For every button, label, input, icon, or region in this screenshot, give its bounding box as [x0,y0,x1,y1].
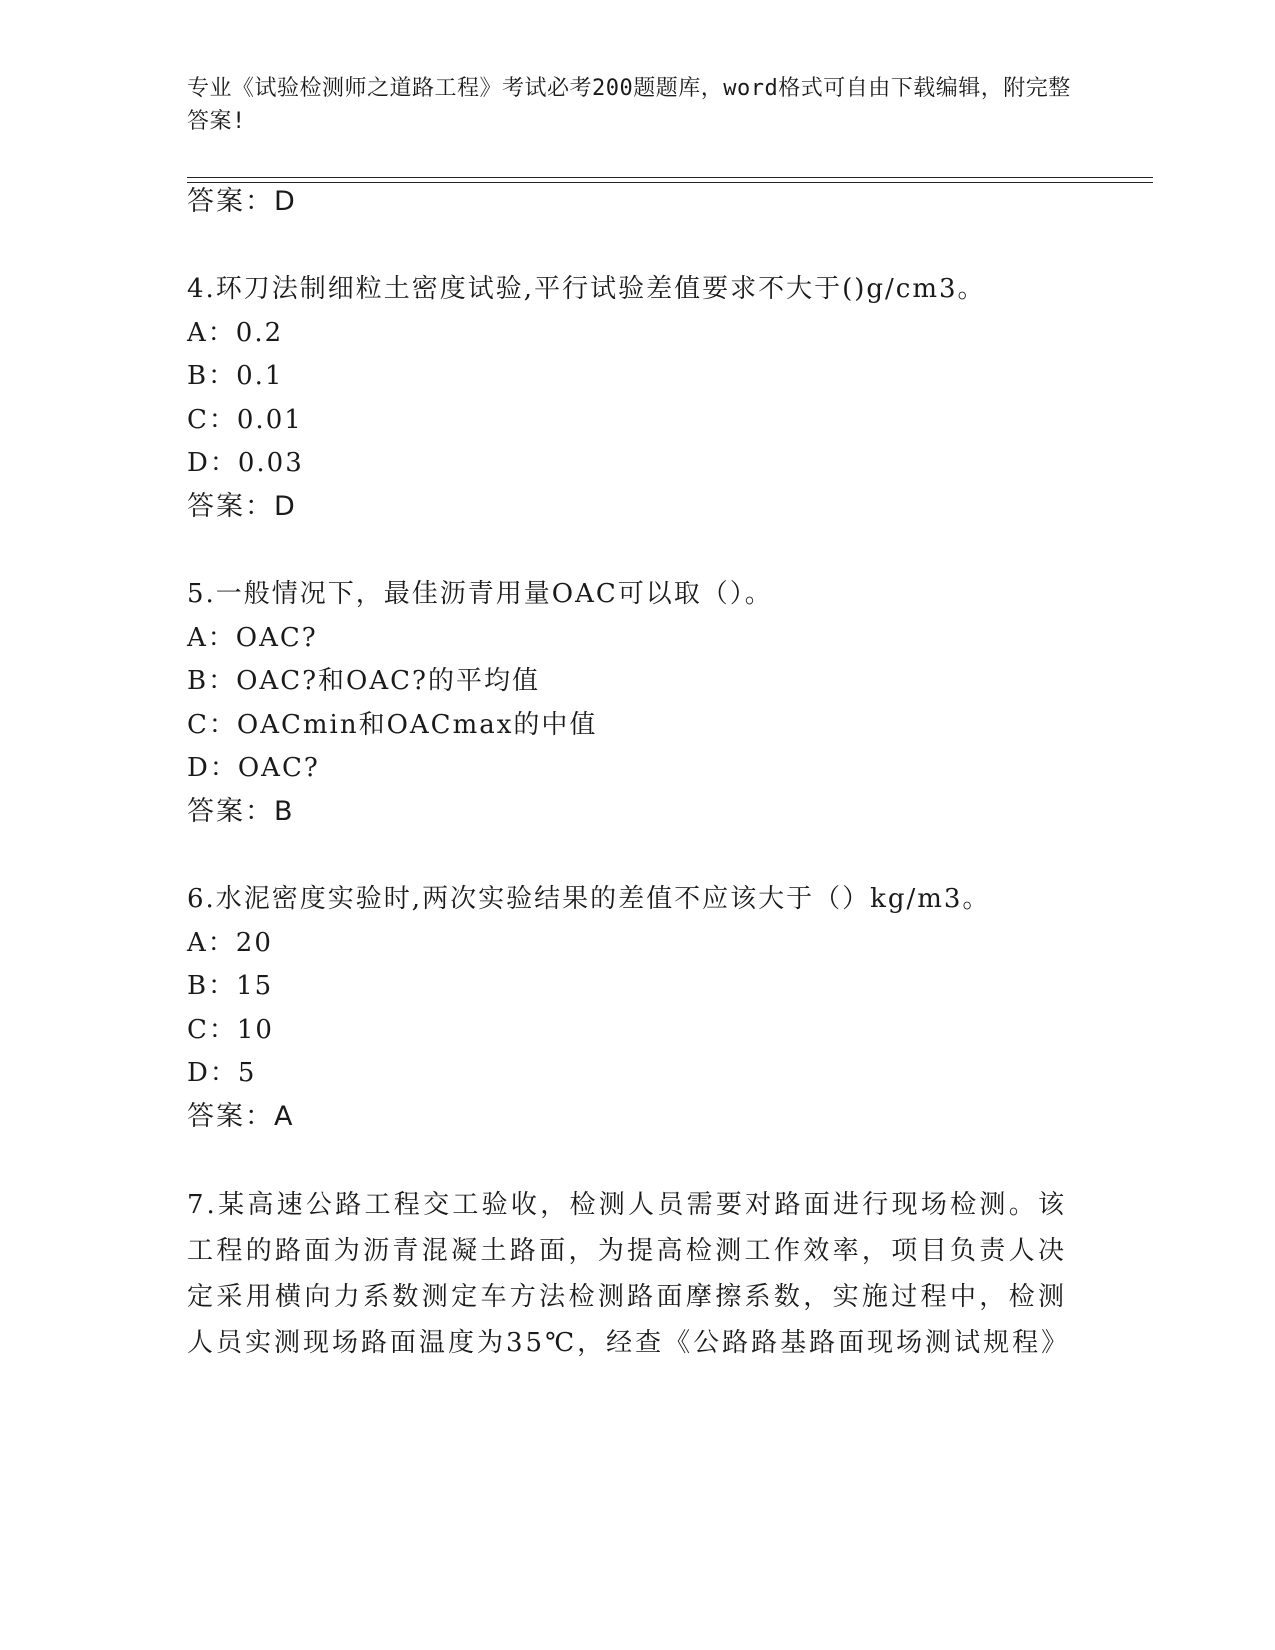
question-7-stem: 7.某高速公路工程交工验收，检测人员需要对路面进行现场检测。该工程的路面为沥青混凝土路面，为提高检测工作效率，项目负责人决定采用横向力系数测定车方法检测路面摩擦系数，实施过程中，检测人员实测现场路面温度为35℃，经查《公路路基路面现场测试规程》 [187,1190,1071,1358]
header-divider-bottom [187,182,1153,183]
answer-q5: 答案：B [187,796,295,827]
question-6-option-c: C：10 [187,1015,274,1045]
question-6-option-b: B：15 [187,971,274,1001]
document-header: 专业《试验检测师之道路工程》考试必考200题题库，word格式可自由下载编辑，附完整答案! [187,76,1071,134]
answer-q3: 答案：D [187,186,297,217]
question-5-option-c: C：OACmin和OACmax的中值 [187,710,598,740]
question-5-option-d: D：OAC? [187,753,320,783]
answer-q4: 答案：D [187,491,297,522]
question-4-option-c: C：0.01 [187,405,303,435]
question-5-option-b: B：OAC?和OAC?的平均值 [187,666,540,696]
question-5-stem: 5.一般情况下，最佳沥青用量OAC可以取（）。 [187,579,773,609]
question-4-option-b: B：0.1 [187,361,284,391]
answer-q6: 答案：A [187,1101,295,1132]
header-divider-top [187,177,1153,178]
question-6-option-d: D：5 [187,1058,257,1088]
question-4-stem: 4.环刀法制细粒土密度试验,平行试验差值要求不大于()g/cm3。 [187,274,986,304]
question-5-option-a: A：OAC? [187,623,318,653]
question-6-option-a: A：20 [187,928,273,958]
question-4-option-a: A：0.2 [187,318,284,348]
question-6-stem: 6.水泥密度实验时,两次实验结果的差值不应该大于（）kg/m3。 [187,884,991,914]
question-4-option-d: D：0.03 [187,448,304,478]
